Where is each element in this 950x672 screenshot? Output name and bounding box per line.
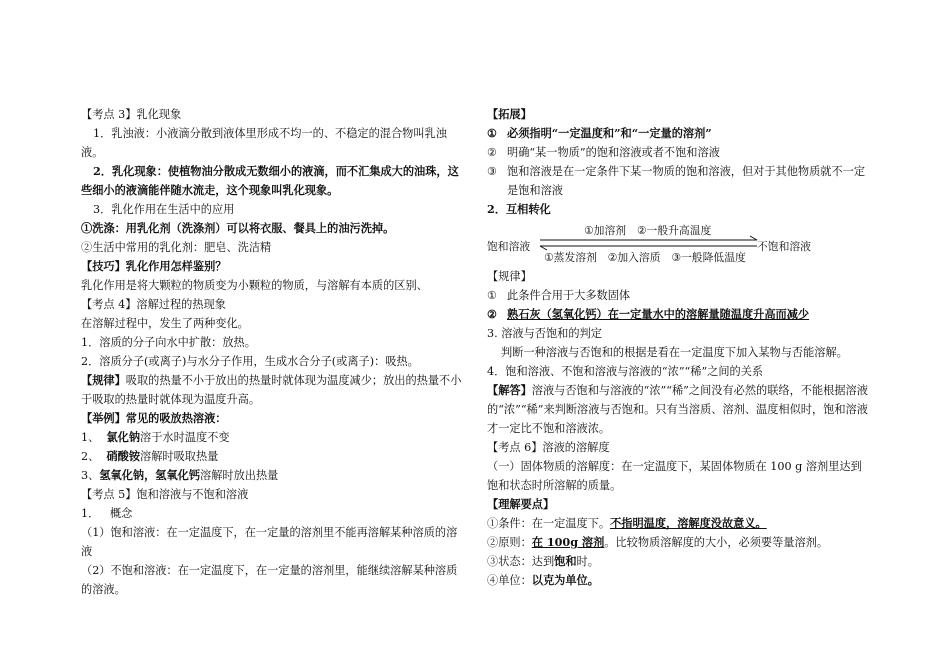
extension-item-3-mark: ③ xyxy=(487,165,498,178)
kd6-item-1: （一）固体物质的溶解度：在一定温度下，某固体物质在 100 g 溶剂里达到饱和状态时所溶解的质量。 xyxy=(487,460,862,492)
tip-title: 【技巧】乳化作用怎样鉴别？ xyxy=(81,259,227,273)
right-column xyxy=(487,105,872,590)
kd3-title: 【考点 3】乳化现象 xyxy=(81,108,182,121)
law-item-2 xyxy=(487,305,872,324)
kd4-intro: 在溶解过程中，发生了两种变化。 xyxy=(81,317,249,330)
tip-text: 乳化作用是将大颗粒的物质变为小颗粒的物质，与溶解有本质的区别、 xyxy=(81,279,428,292)
answer-text: 溶液与否饱和与溶液的“浓”“稀”之间没有必然的联络，不能根据溶液的“浓”“稀”来判断溶液与否饱和。只有当溶质、溶剂、温度相似时，饱和溶液才一定比不饱和溶液浓。 xyxy=(487,384,868,435)
kd3-item-1: 1．乳浊液：小液滴分散到液体里形成不均一的、不稳定的混合物叫乳浊液。 xyxy=(81,127,447,159)
key-point-1-emphasis: 不指明温度，溶解度没故意义。 xyxy=(610,516,767,530)
extension-item-2 xyxy=(487,143,872,162)
example-1-text: 溶于水时温度不变 xyxy=(140,431,230,444)
rule-paragraph xyxy=(81,371,462,409)
forward-arrow-head xyxy=(750,236,757,240)
concept-number: 1． xyxy=(81,507,100,520)
left-column xyxy=(81,105,462,599)
key-point-3-text: 时。 xyxy=(576,555,599,568)
kd5-title: 【考点 5】饱和溶液与不饱和溶液 xyxy=(81,488,249,501)
concept-heading xyxy=(81,504,462,523)
rule-text: 吸取的热量不小于放出的热量时就体现为温度减少；放出的热量不小于吸取的热量时就体现为温度升高。 xyxy=(81,374,462,406)
judge-title: 3. 溶液与否饱和的判定 xyxy=(487,327,602,340)
diagram-bottom-label: ①蒸发溶剂 ②加入溶质 ③一般降低温度 xyxy=(544,251,746,264)
key-point-4-emphasis: 以克为单位。 xyxy=(531,573,599,587)
key-point-2-label: ②原则： xyxy=(487,536,532,549)
example-1-number: 1、 xyxy=(81,431,100,444)
example-title: 【举例】常见的吸放热溶液： xyxy=(81,411,227,425)
key-point-2 xyxy=(487,533,872,552)
rule-tag: 【规律】 xyxy=(81,373,126,387)
key-point-3 xyxy=(487,552,872,571)
kd4-title: 【考点 4】溶解过程的热现象 xyxy=(81,298,226,311)
key-point-4 xyxy=(487,571,872,590)
example-3-number: 3、 xyxy=(81,469,100,482)
example-1 xyxy=(81,428,462,447)
example-3-text: 溶解时放出热量 xyxy=(200,469,279,482)
law-item-1 xyxy=(487,286,872,305)
kd6-title: 【考点 6】溶液的溶解度 xyxy=(487,441,610,454)
example-3-substance: 氢氧化钠，氢氧化钙 xyxy=(99,468,201,482)
example-3 xyxy=(81,466,462,485)
law-title: 【规律】 xyxy=(487,270,532,283)
concept-label: 概念 xyxy=(109,507,133,520)
law-item-1-mark: ① xyxy=(487,289,498,302)
key-points-title: 【理解要点】 xyxy=(487,497,555,511)
example-2 xyxy=(81,447,462,466)
key-point-1-label: ①条件：在一定温度下。 xyxy=(487,517,611,530)
key-point-3-label: ③状态：达到 xyxy=(487,555,555,568)
extension-item-1 xyxy=(487,124,872,143)
kd3-item-2: 2．乳化现象：使植物油分散成无数细小的液滴，而不汇集成大的油珠，这些细小的液滴能伴随水流走，这个现象叫乳化现象。 xyxy=(81,164,459,197)
example-1-substance: 氯化钠 xyxy=(106,430,141,444)
answer-paragraph xyxy=(487,381,872,438)
extension-item-1-mark: ① xyxy=(487,126,498,140)
key-point-2-emphasis: 在 100g 溶剂 xyxy=(531,535,605,549)
unsaturated-definition: （2）不饱和溶液：在一定温度下，在一定量的溶剂里，能继续溶解某种溶质的溶液。 xyxy=(81,564,458,596)
key-point-1 xyxy=(487,514,872,533)
relation-title: 4．饱和溶液、不饱和溶液与溶液的“浓”“稀”之间的关系 xyxy=(487,365,764,378)
diagram-left-label: 饱和溶液 xyxy=(487,240,531,253)
extension-item-3-text: 饱和溶液是在一定条件下某一物质的饱和溶液，但对于其他物质就不一定是饱和溶液 xyxy=(507,165,866,197)
extension-item-2-mark: ② xyxy=(487,146,498,159)
kd3-item-3: 3．乳化作用在生活中的应用 xyxy=(93,203,235,216)
application-1: ①洗涤：用乳化剂（洗涤剂）可以将衣服、餐具上的油污洗掉。 xyxy=(81,221,395,235)
conversion-diagram xyxy=(487,221,867,264)
kd4-item-1: 1．溶质的分子向水中扩散：放热。 xyxy=(81,336,256,349)
extension-item-1-text: 必须指明“一定温度和”和“一定量的溶剂” xyxy=(507,126,712,140)
judge-text: 判断一种溶液与否饱和的根据是看在一定温度下加入某物与否能溶解。 xyxy=(501,346,848,359)
example-2-number: 2、 xyxy=(81,450,100,463)
key-point-3-emphasis: 饱和 xyxy=(554,554,577,568)
extension-item-3 xyxy=(487,162,872,200)
example-2-substance: 硝酸铵 xyxy=(106,449,141,463)
example-2-text: 溶解时吸取热量 xyxy=(140,450,219,463)
answer-tag: 【解答】 xyxy=(487,383,532,397)
saturated-definition: （1）饱和溶液：在一定温度下，在一定量的溶剂里不能再溶解某种溶质的溶液 xyxy=(81,526,458,558)
conversion-title: 2．互相转化 xyxy=(487,202,551,216)
extension-title: 【拓展】 xyxy=(487,107,532,121)
kd4-item-2: 2．溶质分子(或离子)与水分子作用，生成水合分子(或离子)：吸热。 xyxy=(81,355,419,368)
law-item-1-text: 此条件合用于大多数固体 xyxy=(507,289,631,302)
key-point-2-text: 。比较物质溶解度的大小，必须要等量溶剂。 xyxy=(604,536,829,549)
diagram-right-label: 不饱和溶液 xyxy=(757,240,811,253)
law-item-2-mark: ② xyxy=(487,307,498,321)
diagram-top-label: ①加溶剂 ②一般升高温度 xyxy=(584,224,712,237)
application-2: ②生活中常用的乳化剂：肥皂、洗洁精 xyxy=(81,241,272,254)
extension-item-2-text: 明确“某一物质”的饱和溶液或者不饱和溶液 xyxy=(507,146,720,159)
law-item-2-text: 熟石灰（氢氧化钙）在一定量水中的溶解量随温度升高而减少 xyxy=(507,307,810,321)
key-point-4-label: ④单位： xyxy=(487,574,532,587)
